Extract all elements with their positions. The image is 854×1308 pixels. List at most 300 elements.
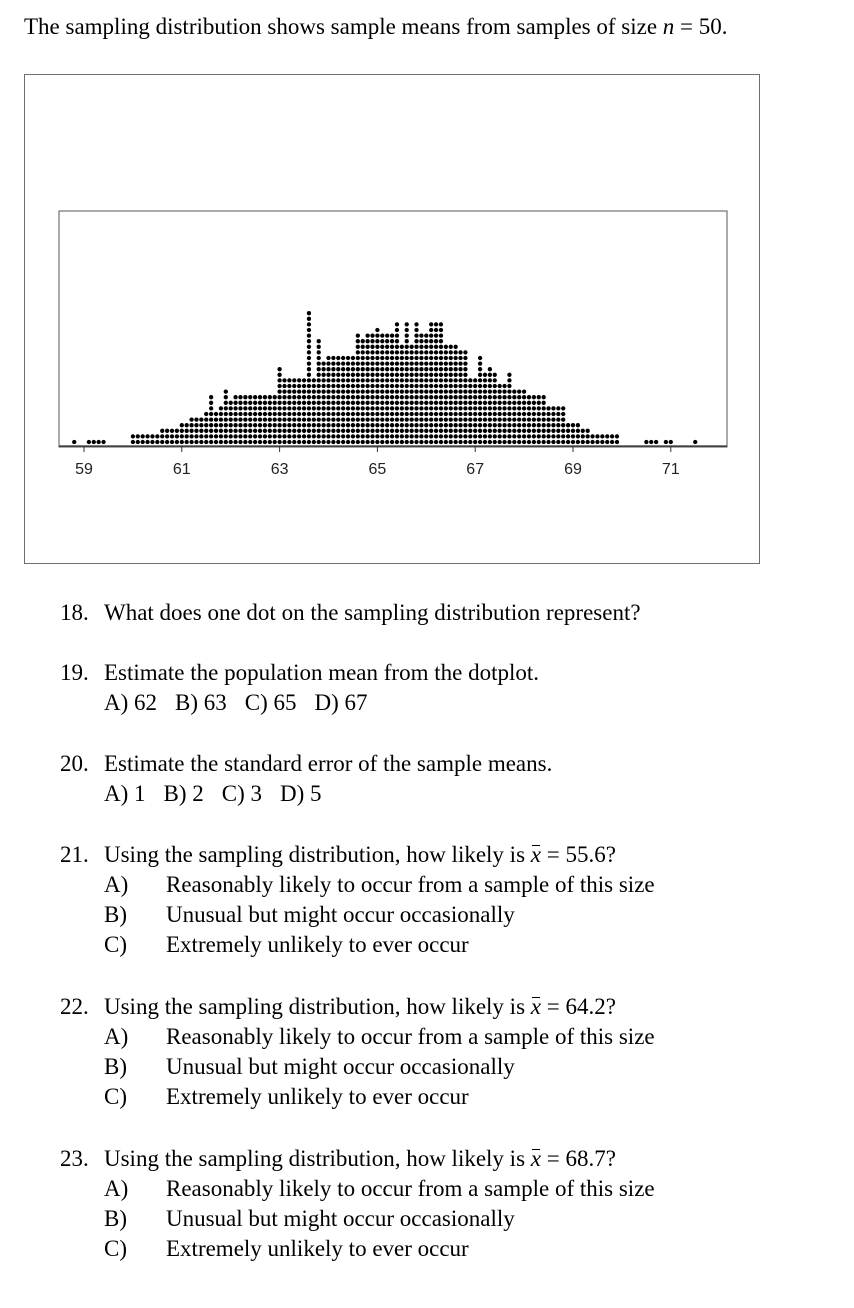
dot [566,434,570,438]
dot [434,440,438,444]
dot [312,417,316,421]
dot [424,361,428,365]
dot [429,339,433,343]
dot [478,389,482,393]
dot [317,417,321,421]
dot [542,401,546,405]
dot [361,339,365,343]
dot [532,417,536,421]
dot [400,361,404,365]
dot [414,322,418,326]
dot [302,395,306,399]
choice-letter: A) [104,1024,129,1049]
dot [268,434,272,438]
dot [483,401,487,405]
dot [346,417,350,421]
dot [370,401,374,405]
dot [375,429,379,433]
dot [326,361,330,365]
dot [302,434,306,438]
dot [429,406,433,410]
dot [463,350,467,354]
dot [282,417,286,421]
dot [141,434,145,438]
dot [595,434,599,438]
dot [409,434,413,438]
dot [189,423,193,427]
choice-letter: C) [104,1084,127,1109]
dot [444,345,448,349]
dot [282,434,286,438]
dot [361,395,365,399]
dot [551,434,555,438]
dot [414,406,418,410]
dot [546,417,550,421]
dot [419,367,423,371]
dot [405,322,409,326]
dot [542,406,546,410]
dot [414,356,418,360]
dot [292,401,296,405]
dot [429,322,433,326]
dot [317,339,321,343]
dot [434,367,438,371]
dot [356,440,360,444]
dot [498,440,502,444]
dot [453,345,457,349]
dot [277,429,281,433]
dot [258,423,262,427]
dot [502,434,506,438]
dot [375,367,379,371]
dot [576,429,580,433]
dot [263,412,267,416]
dot [356,412,360,416]
dot [453,356,457,360]
dot [434,322,438,326]
dot [502,440,506,444]
dot [253,401,257,405]
dot [400,434,404,438]
dot [370,367,374,371]
dot [537,434,541,438]
dot [361,350,365,354]
dot [498,406,502,410]
dot [419,434,423,438]
dot [473,412,477,416]
dot [321,423,325,427]
dot [669,440,673,444]
dot [331,401,335,405]
dot [243,395,247,399]
dot [72,440,76,444]
dot [282,429,286,433]
dot [478,395,482,399]
dot [258,401,262,405]
dot [385,395,389,399]
dot [273,429,277,433]
dot [537,395,541,399]
dot [287,423,291,427]
dot [581,440,585,444]
dot [439,412,443,416]
dot [380,361,384,365]
choice-text: Reasonably likely to occur from a sample of this size [166,1024,655,1049]
dot [478,406,482,410]
dot [405,423,409,427]
dot [444,412,448,416]
dot [317,429,321,433]
dot [390,412,394,416]
dot [429,367,433,371]
dot [258,406,262,410]
dot [444,401,448,405]
dot [517,401,521,405]
dot [224,389,228,393]
dot [439,423,443,427]
choice-c [60,1082,655,1112]
dot [517,412,521,416]
dot [277,367,281,371]
dot [468,417,472,421]
dot [507,389,511,393]
dot [365,429,369,433]
dot [194,429,198,433]
dot [502,406,506,410]
dot [238,440,242,444]
dot [312,406,316,410]
dot [277,373,281,377]
dot [258,395,262,399]
dot [317,345,321,349]
dot [434,350,438,354]
dot [424,417,428,421]
choice-text: Reasonably likely to occur from a sample of this size [166,872,655,897]
dot [429,412,433,416]
dot [409,440,413,444]
dot [341,434,345,438]
dot [351,440,355,444]
dot [268,406,272,410]
dot [434,333,438,337]
dot [493,440,497,444]
question-18 [60,598,641,628]
dot [380,373,384,377]
dot [365,401,369,405]
dot [507,412,511,416]
dot [444,406,448,410]
dot [282,423,286,427]
dot [409,378,413,382]
dot [219,429,223,433]
dot [356,378,360,382]
dot [307,440,311,444]
dot [351,389,355,393]
dot [307,311,311,315]
dot [473,417,477,421]
dot [405,361,409,365]
dot [571,429,575,433]
x-bar-symbol: x [530,842,541,867]
dot [326,395,330,399]
dot [365,350,369,354]
dot [414,361,418,365]
dot [356,406,360,410]
x-axis-ticks [75,446,680,478]
dot [233,406,237,410]
dot [546,429,550,433]
dot [180,434,184,438]
dot [409,345,413,349]
dot [287,389,291,393]
dot [434,429,438,433]
dot [375,339,379,343]
dot [586,434,590,438]
dot [395,378,399,382]
dot [273,417,277,421]
dot [297,434,301,438]
dot [258,417,262,421]
dot [542,395,546,399]
dot [224,423,228,427]
dot [449,412,453,416]
dot [478,361,482,365]
dot [449,361,453,365]
dot [370,429,374,433]
dot [537,423,541,427]
dot [302,389,306,393]
dot [229,401,233,405]
dot [498,389,502,393]
dot [361,434,365,438]
dot [507,401,511,405]
dot [263,440,267,444]
dot [424,412,428,416]
dot [453,423,457,427]
dot [268,395,272,399]
dot [214,434,218,438]
dot [488,429,492,433]
dot [473,440,477,444]
dot [468,389,472,393]
dot [405,384,409,388]
dot [414,367,418,371]
option-b: B) 2 [163,781,204,806]
question-text: What does one dot on the sampling distribution represent? [104,600,641,625]
dot [468,440,472,444]
dot [336,434,340,438]
dot [566,440,570,444]
dot [263,434,267,438]
dot [336,367,340,371]
dot [312,384,316,388]
dot [468,378,472,382]
dot [390,345,394,349]
dot [405,406,409,410]
dot [229,434,233,438]
option-d: D) 5 [280,781,322,806]
dot [429,361,433,365]
dot [522,412,526,416]
dot [395,389,399,393]
dot [380,333,384,337]
dot [375,350,379,354]
dot [483,395,487,399]
dot [424,378,428,382]
dot [253,406,257,410]
dot [346,384,350,388]
dot [375,384,379,388]
dot [282,406,286,410]
dot [233,434,237,438]
dot [346,429,350,433]
dot [537,440,541,444]
dot [463,406,467,410]
dot [297,412,301,416]
dot [365,389,369,393]
dot [248,395,252,399]
dot [243,406,247,410]
dot [253,434,257,438]
x-tick-label: 67 [466,461,485,478]
dot [273,395,277,399]
choice-letter: A) [104,872,129,897]
dot [385,434,389,438]
dot [341,389,345,393]
dot [439,322,443,326]
dot [390,373,394,377]
dot [419,412,423,416]
dot [219,423,223,427]
dot [238,395,242,399]
dot [263,395,267,399]
dot [615,440,619,444]
dot [483,423,487,427]
dot [263,417,267,421]
dot [395,440,399,444]
dot [424,395,428,399]
dot [532,423,536,427]
dot [180,423,184,427]
dot [566,429,570,433]
dot [326,373,330,377]
dot [429,328,433,332]
dot [390,395,394,399]
dot [414,401,418,405]
dot [199,440,203,444]
choice-letter: B) [104,902,127,927]
dot [468,434,472,438]
dot [419,384,423,388]
dot [453,361,457,365]
dot [258,429,262,433]
dot [277,389,281,393]
dot [219,440,223,444]
dot [395,384,399,388]
dot [434,406,438,410]
dot [439,378,443,382]
dot [194,423,198,427]
dot [405,328,409,332]
dot [390,350,394,354]
dot [287,378,291,382]
dot [419,423,423,427]
dot [453,412,457,416]
question-value: = 55.6? [541,842,616,867]
dot [414,333,418,337]
dot [370,395,374,399]
dot [429,350,433,354]
dot [444,423,448,427]
dot [331,434,335,438]
dot [522,429,526,433]
dot [317,401,321,405]
dot-layer [72,311,697,444]
dot [297,440,301,444]
dot [493,412,497,416]
dot [405,395,409,399]
dot [424,389,428,393]
dot [390,429,394,433]
dot [498,384,502,388]
dot [439,429,443,433]
dot [453,395,457,399]
dot [507,384,511,388]
question-text: Using the sampling distribution, how likely is [104,1146,531,1171]
dot [317,406,321,410]
dot [356,350,360,354]
dot [507,406,511,410]
dot [375,417,379,421]
dot [317,412,321,416]
dot [229,440,233,444]
dot [351,384,355,388]
dot [258,412,262,416]
dot [199,417,203,421]
dot [326,434,330,438]
dot [346,378,350,382]
dot [522,389,526,393]
dot [307,317,311,321]
dot [502,395,506,399]
dot [385,350,389,354]
dot [458,356,462,360]
dot [380,434,384,438]
dot [453,406,457,410]
dot [336,406,340,410]
dot [424,367,428,371]
dot [209,423,213,427]
choice-c [60,1234,655,1264]
dot [336,412,340,416]
dot [321,367,325,371]
dot [483,406,487,410]
dot [160,434,164,438]
dot [400,423,404,427]
dot [468,401,472,405]
dot [375,345,379,349]
dot [414,434,418,438]
dot [365,406,369,410]
dot [243,429,247,433]
dot [277,384,281,388]
dot [307,412,311,416]
dot [517,395,521,399]
dot [390,384,394,388]
dot [400,401,404,405]
dot [414,423,418,427]
dot [253,440,257,444]
